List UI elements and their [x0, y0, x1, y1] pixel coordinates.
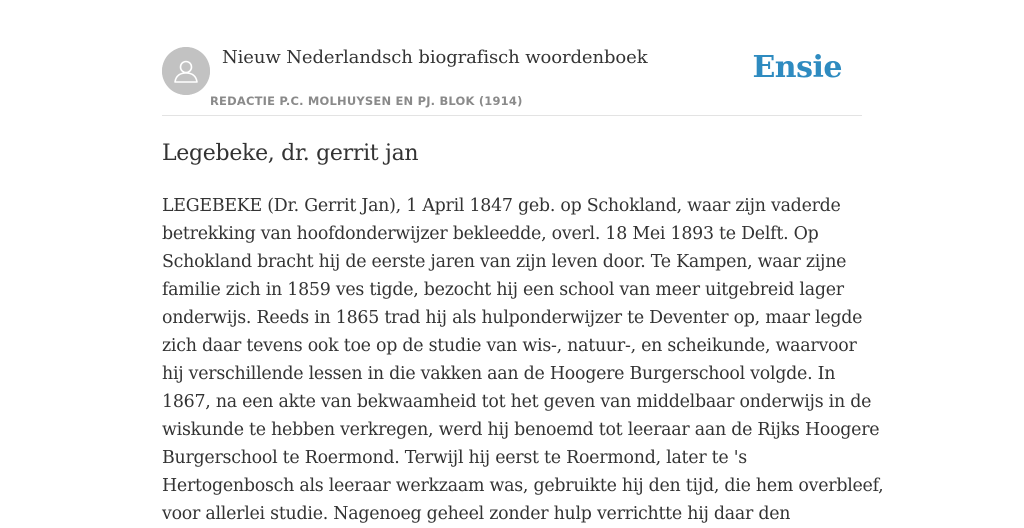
entry-body-line: betrekking van hoofdonderwijzer bekleedde, overl. 18 Mei 1893 te Delft. Op: [162, 224, 819, 244]
entry-body-line: wiskunde te hebben verkregen, werd hij benoemd tot leeraar aan de Rijks Hoogere: [162, 420, 880, 440]
entry-body-line: Schokland bracht hij de eerste jaren van zijn leven door. Te Kampen, waar zijne: [162, 252, 847, 272]
entry-body-line: hij verschillende lessen in die vakken aan de Hoogere Burgerschool volgde. In: [162, 364, 836, 384]
ensie-logo[interactable]: Ensie: [752, 50, 842, 85]
entry-body-line: Hertogenbosch als leeraar werkzaam was, gebruikte hij den tijd, die hem overbleef,: [162, 476, 884, 496]
editors-credit: REDACTIE P.C. MOLHUYSEN EN PJ. BLOK (1914): [210, 94, 523, 108]
entry-body-line: 1867, na een akte van bekwaamheid tot het geven van middelbaar onderwijs in de: [162, 392, 872, 412]
entry-body-line: voor allerlei studie. Nagenoeg geheel zonder hulp verrichtte hij daar den: [162, 504, 791, 524]
entry-body: [162, 192, 884, 528]
page-header: [162, 40, 862, 116]
user-silhouette-icon: [162, 47, 210, 95]
entry-body-line: zich daar tevens ook toe op de studie van wis-, natuur-, en scheikunde, waarvoor: [162, 336, 857, 356]
entry-body-line: familie zich in 1859 ves tigde, bezocht hij een school van meer uitgebreid lager: [162, 280, 844, 300]
entry-body-line: LEGEBEKE (Dr. Gerrit Jan), 1 April 1847 geb. op Schokland, waar zijn vaderde: [162, 196, 841, 216]
book-title[interactable]: Nieuw Nederlandsch biografisch woordenboek: [222, 47, 648, 68]
entry-body-line: onderwijs. Reeds in 1865 trad hij als hulponderwijzer te Deventer op, maar legde: [162, 308, 863, 328]
entry-body-line: Burgerschool te Roermond. Terwijl hij eerst te Roermond, later te 's: [162, 448, 747, 468]
entry-title: Legebeke, dr. gerrit jan: [162, 141, 419, 166]
